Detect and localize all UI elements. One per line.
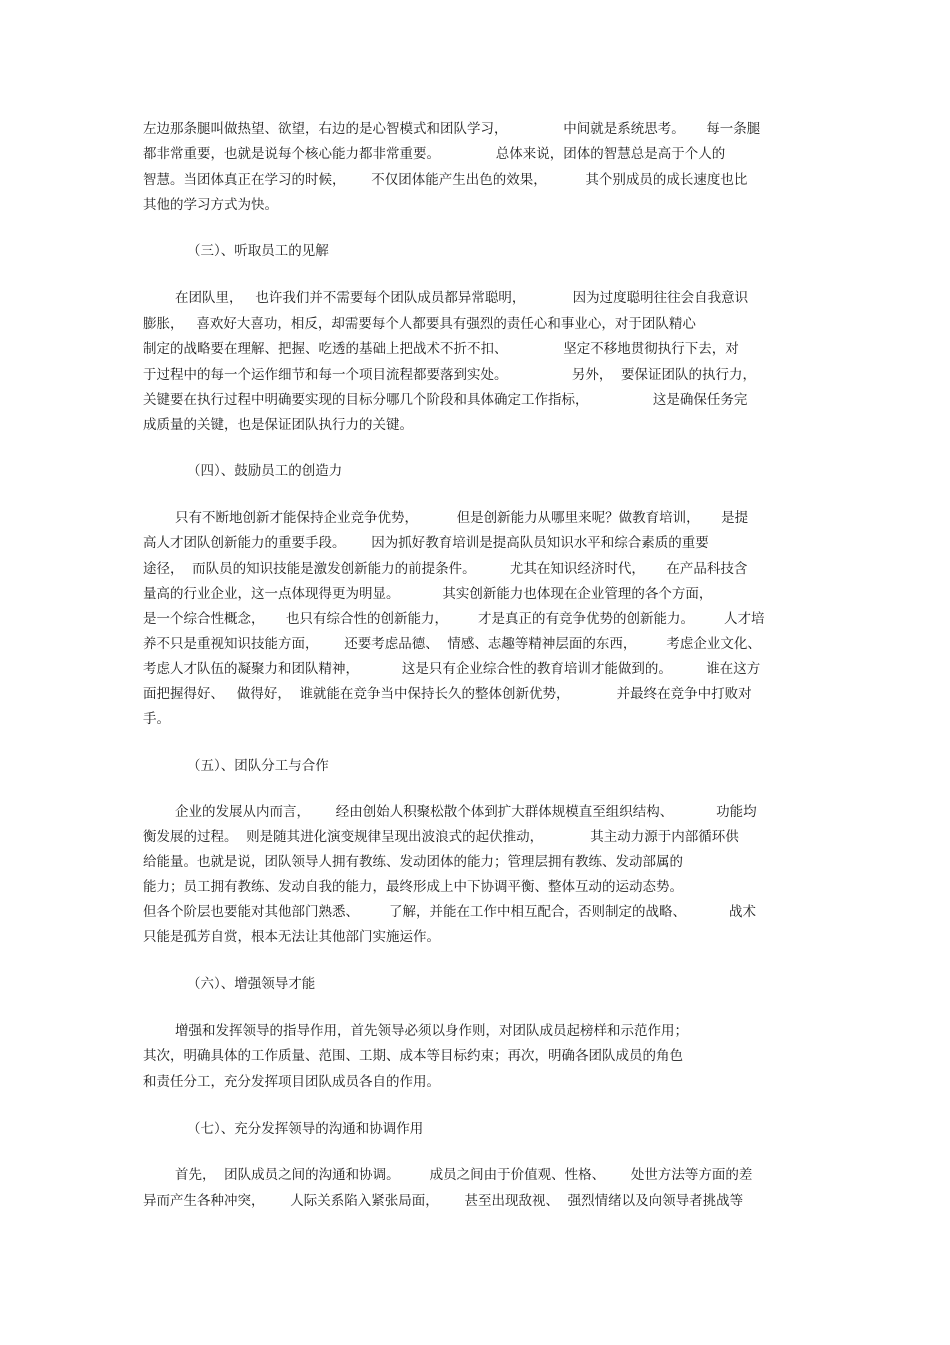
text-line: 都非常重要，也就是说每个核心能力都非常重要。 总体来说，团体的智慧总是高于个人的 <box>143 146 726 162</box>
text-line: 在团队里， 也许我们并不需要每个团队成员都异常聪明， 因为过度聪明往往会自我意识 <box>175 290 749 306</box>
section-heading: （六）、增强领导才能 <box>187 976 316 992</box>
text-line: 手。 <box>143 711 170 727</box>
text-line: 关键要在执行过程中明确要实现的目标分哪几个阶段和具体确定工作指标， 这是确保任务完 <box>143 392 748 408</box>
text-line: 增强和发挥领导的指导作用，首先领导必须以身作则，对团队成员起榜样和示范作用； <box>175 1023 688 1039</box>
text-line: 但各个阶层也要能对其他部门熟悉、 了解，并能在工作中相互配合，否则制定的战略、 战术 <box>143 904 756 920</box>
text-line: 考虑人才队伍的凝聚力和团队精神， 这是只有企业综合性的教育培训才能做到的。 谁在这方 <box>143 661 761 677</box>
text-line: 衡发展的过程。 则是随其进化演变规律呈现出波浪式的起伏推动， 其主动力源于内部循环供 <box>143 829 739 845</box>
text-line: 首先， 团队成员之间的沟通和协调。 成员之间由于价值观、性格、 处世方法等方面的差 <box>175 1167 753 1183</box>
text-line: 量高的行业企业，这一点体现得更为明显。 其实创新能力也体现在企业管理的各个方面， <box>143 586 713 602</box>
text-line: 是一个综合性概念， 也只有综合性的创新能力， 才是真正的有竞争优势的创新能力。 人才培 <box>143 611 765 627</box>
text-line: 养不只是重视知识技能方面， 还要考虑品德、 情感、志趣等精神层面的东西， 考虑企业文化、 <box>143 636 761 652</box>
text-line: 膨胀， 喜欢好大喜功，相反，却需要每个人都要具有强烈的责任心和事业心，对于团队精心 <box>143 316 696 332</box>
text-line: 高人才团队创新能力的重要手段。 因为抓好教育培训是提高队员知识水平和综合素质的重要 <box>143 535 709 551</box>
text-line: 于过程中的每一个运作细节和每一个项目流程都要落到实处。 另外， 要保证团队的执行力， <box>143 367 756 383</box>
text-line: 只能是孤芳自赏，根本无法让其他部门实施运作。 <box>143 929 440 945</box>
section-heading: （五）、团队分工与合作 <box>187 758 329 774</box>
text-line: 制定的战略要在理解、把握、吃透的基础上把战术不折不扣、 坚定不移地贯彻执行下去，对 <box>143 341 739 357</box>
text-line: 只有不断地创新才能保持企业竞争优势， 但是创新能力从哪里来呢？做教育培训， 是提 <box>175 510 749 526</box>
text-line: 能力；员工拥有教练、发动自我的能力，最终形成上中下协调平衡、整体互动的运动态势。 <box>143 879 683 895</box>
section-heading: （七）、充分发挥领导的沟通和协调作用 <box>187 1121 424 1137</box>
text-line: 其次，明确具体的工作质量、范围、工期、成本等目标约束；再次，明确各团队成员的角色 <box>143 1048 683 1064</box>
text-line: 智慧。当团体真正在学习的时候， 不仅团体能产生出色的效果， 其个别成员的成长速度也比 <box>143 172 748 188</box>
section-heading: （四）、鼓励员工的创造力 <box>187 463 343 479</box>
text-line: 给能量。也就是说，团队领导人拥有教练、发动团体的能力；管理层拥有教练、发动部属的 <box>143 854 683 870</box>
text-line: 左边那条腿叫做热望、欲望，右边的是心智模式和团队学习， 中间就是系统思考。 每一条腿 <box>143 121 761 137</box>
text-line: 其他的学习方式为快。 <box>143 197 278 213</box>
text-line: 企业的发展从内而言， 经由创始人积聚松散个体到扩大群体规模直至组织结构、 功能均 <box>175 804 757 820</box>
text-line: 异而产生各种冲突， 人际关系陷入紧张局面， 甚至出现敌视、 强烈情绪以及向领导者挑战等 <box>143 1193 744 1209</box>
text-line: 和责任分工，充分发挥项目团队成员各自的作用。 <box>143 1074 440 1090</box>
text-line: 面把握得好、 做得好， 谁就能在竞争当中保持长久的整体创新优势， 并最终在竞争中打败对 <box>143 686 752 702</box>
text-line: 途径， 而队员的知识技能是激发创新能力的前提条件。 尤其在知识经济时代， 在产品科技含 <box>143 561 748 577</box>
section-heading: （三）、听取员工的见解 <box>187 243 329 259</box>
text-line: 成质量的关键，也是保证团队执行力的关键。 <box>143 417 413 433</box>
